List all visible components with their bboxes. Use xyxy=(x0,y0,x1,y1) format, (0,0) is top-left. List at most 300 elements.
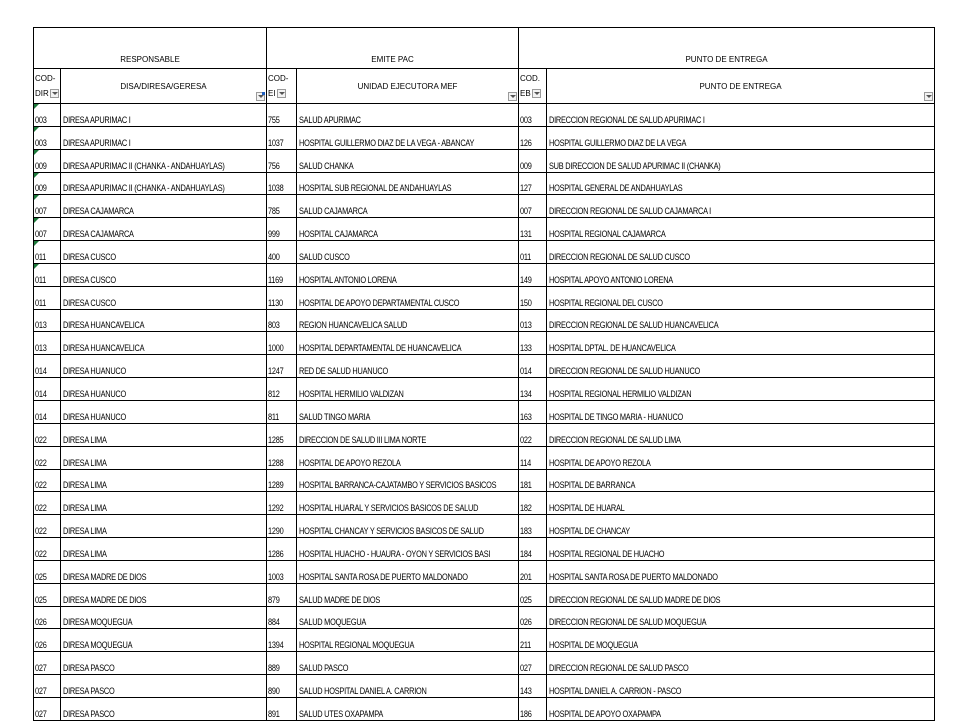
cell-punto[interactable] xyxy=(547,606,935,629)
cell-text: DIRESA LIMA xyxy=(63,526,107,537)
cell-cod-eb[interactable] xyxy=(519,263,547,286)
cell-punto[interactable] xyxy=(547,286,935,309)
cell-unidad[interactable] xyxy=(297,263,519,286)
cell-text: HOSPITAL DE APOYO REZOLA xyxy=(549,457,651,468)
cell-cod-eb[interactable] xyxy=(519,286,547,309)
cell-punto[interactable] xyxy=(547,560,935,583)
cell-unidad[interactable] xyxy=(297,218,519,241)
cell-disa[interactable] xyxy=(61,263,267,286)
cell-cod-eb[interactable] xyxy=(519,104,547,127)
col-disa-label: DISA/DIRESA/GERESA xyxy=(120,81,207,91)
cell-cod-ei[interactable] xyxy=(267,263,297,286)
cell-text: DIRESA APURIMAC I xyxy=(63,114,131,125)
cell-disa[interactable] xyxy=(61,538,267,561)
cell-text: 003 xyxy=(35,114,47,125)
cell-cod-eb[interactable] xyxy=(519,309,547,332)
cell-punto[interactable] xyxy=(547,583,935,606)
cell-cod-ei[interactable] xyxy=(267,104,297,127)
cell-cod-eb[interactable] xyxy=(519,469,547,492)
cell-text: 1288 xyxy=(268,457,284,468)
table-row xyxy=(34,332,935,355)
cell-cod-dir[interactable] xyxy=(34,583,61,606)
cell-text: 025 xyxy=(35,571,47,582)
cell-text: 003 xyxy=(520,114,532,125)
cell-punto[interactable] xyxy=(547,515,935,538)
table-row xyxy=(34,538,935,561)
cell-cod-ei[interactable] xyxy=(267,218,297,241)
table-row xyxy=(34,263,935,286)
cell-text: HOSPITAL DPTAL. DE HUANCAVELICA xyxy=(549,343,676,354)
cell-cod-ei[interactable] xyxy=(267,286,297,309)
cell-text: 022 xyxy=(35,480,47,491)
filter-dropdown-icon[interactable] xyxy=(50,89,59,98)
cell-cod-ei[interactable] xyxy=(267,400,297,423)
cell-cod-eb[interactable] xyxy=(519,218,547,241)
col-cod-ei-line2: EI xyxy=(268,89,276,98)
cell-unidad[interactable] xyxy=(297,446,519,469)
cell-text: DIRESA HUANCAVELICA xyxy=(63,343,145,354)
cell-disa[interactable] xyxy=(61,469,267,492)
table-row xyxy=(34,104,935,127)
col-cod-ei xyxy=(267,69,297,104)
cell-text: 811 xyxy=(268,411,280,422)
cell-cod-ei[interactable] xyxy=(267,538,297,561)
cell-cod-eb[interactable] xyxy=(519,675,547,698)
cell-text: DIRESA CAJAMARCA xyxy=(63,229,134,240)
cell-unidad[interactable] xyxy=(297,560,519,583)
cell-punto[interactable] xyxy=(547,218,935,241)
cell-text: HOSPITAL HERMILIO VALDIZAN xyxy=(299,388,404,399)
cell-comment-indicator-icon xyxy=(34,173,39,178)
column-header-row xyxy=(34,69,935,104)
cell-text: 127 xyxy=(520,183,532,194)
cell-text: HOSPITAL SUB REGIONAL DE ANDAHUAYLAS xyxy=(299,183,452,194)
filter-active-icon[interactable] xyxy=(256,92,265,101)
cell-disa[interactable] xyxy=(61,195,267,218)
cell-text: HOSPITAL DE TINGO MARIA - HUANUCO xyxy=(549,411,684,422)
cell-cod-eb[interactable] xyxy=(519,400,547,423)
cell-punto[interactable] xyxy=(547,104,935,127)
table-row xyxy=(34,241,935,264)
cell-text: 889 xyxy=(268,663,280,674)
cell-cod-dir[interactable] xyxy=(34,560,61,583)
cell-cod-eb[interactable] xyxy=(519,606,547,629)
cell-text: DIRESA PASCO xyxy=(63,685,115,696)
table-row xyxy=(34,697,935,720)
table-row xyxy=(34,195,935,218)
cell-text: DIRECCION REGIONAL DE SALUD CUSCO xyxy=(549,251,690,262)
cell-disa[interactable] xyxy=(61,652,267,675)
col-cod-ei-line1: COD- xyxy=(268,74,289,83)
cell-text: 163 xyxy=(520,411,532,422)
cell-disa[interactable] xyxy=(61,560,267,583)
cell-cod-dir[interactable] xyxy=(34,423,61,446)
cell-text: DIRESA LIMA xyxy=(63,548,107,559)
cell-disa[interactable] xyxy=(61,241,267,264)
cell-unidad[interactable] xyxy=(297,629,519,652)
cell-text: DIRESA MOQUEGUA xyxy=(63,617,133,628)
cell-text: DIRESA MADRE DE DIOS xyxy=(63,594,147,605)
cell-cod-eb[interactable] xyxy=(519,583,547,606)
cell-text: 1130 xyxy=(268,297,283,308)
cell-cod-eb[interactable] xyxy=(519,126,547,149)
cell-text: 003 xyxy=(35,137,47,148)
cell-cod-eb[interactable] xyxy=(519,332,547,355)
cell-cod-dir[interactable] xyxy=(34,469,61,492)
cell-cod-eb[interactable] xyxy=(519,538,547,561)
filter-dropdown-icon[interactable] xyxy=(508,92,517,101)
cell-cod-dir[interactable] xyxy=(34,286,61,309)
cell-cod-dir[interactable] xyxy=(34,172,61,195)
cell-disa[interactable] xyxy=(61,697,267,720)
cell-disa[interactable] xyxy=(61,172,267,195)
cell-unidad[interactable] xyxy=(297,400,519,423)
cell-text: DIRESA APURIMAC I xyxy=(63,137,131,148)
cell-text: 181 xyxy=(520,480,532,491)
cell-cod-dir[interactable] xyxy=(34,263,61,286)
cell-disa[interactable] xyxy=(61,606,267,629)
cell-text: 1289 xyxy=(268,480,284,491)
cell-cod-eb[interactable] xyxy=(519,423,547,446)
group-header-row xyxy=(34,28,935,69)
cell-disa[interactable] xyxy=(61,309,267,332)
cell-disa[interactable] xyxy=(61,355,267,378)
cell-text: HOSPITAL DE CHANCAY xyxy=(549,526,630,537)
cell-cod-ei[interactable] xyxy=(267,355,297,378)
cell-unidad[interactable] xyxy=(297,126,519,149)
cell-unidad[interactable] xyxy=(297,355,519,378)
cell-unidad[interactable] xyxy=(297,286,519,309)
table-row xyxy=(34,652,935,675)
cell-cod-dir[interactable] xyxy=(34,606,61,629)
cell-text: HOSPITAL APOYO ANTONIO LORENA xyxy=(549,274,673,285)
cell-cod-ei[interactable] xyxy=(267,697,297,720)
cell-disa[interactable] xyxy=(61,104,267,127)
cell-cod-eb[interactable] xyxy=(519,195,547,218)
cell-text: 812 xyxy=(268,388,280,399)
cell-text: HOSPITAL BARRANCA-CAJATAMBO Y SERVICIOS BASICOS xyxy=(299,480,497,491)
cell-text: HOSPITAL CHANCAY Y SERVICIOS BASICOS DE SALUD xyxy=(299,526,484,537)
cell-text: 134 xyxy=(520,388,532,399)
cell-unidad[interactable] xyxy=(297,538,519,561)
cell-cod-dir[interactable] xyxy=(34,675,61,698)
table-row xyxy=(34,629,935,652)
cell-disa[interactable] xyxy=(61,492,267,515)
cell-text: HOSPITAL DE MOQUEGUA xyxy=(549,640,639,651)
cell-cod-dir[interactable] xyxy=(34,126,61,149)
cell-text: 022 xyxy=(35,434,47,445)
cell-unidad[interactable] xyxy=(297,195,519,218)
cell-cod-eb[interactable] xyxy=(519,446,547,469)
cell-unidad[interactable] xyxy=(297,378,519,401)
cell-text: 755 xyxy=(268,114,280,125)
cell-unidad[interactable] xyxy=(297,606,519,629)
cell-cod-ei[interactable] xyxy=(267,378,297,401)
filter-dropdown-icon[interactable] xyxy=(924,92,933,101)
cell-unidad[interactable] xyxy=(297,332,519,355)
cell-comment-indicator-icon xyxy=(34,241,39,246)
cell-disa[interactable] xyxy=(61,583,267,606)
cell-disa[interactable] xyxy=(61,515,267,538)
cell-text: 007 xyxy=(520,206,532,217)
cell-cod-dir[interactable] xyxy=(34,332,61,355)
cell-text: 890 xyxy=(268,685,280,696)
cell-text: DIRESA PASCO xyxy=(63,708,115,719)
cell-cod-dir[interactable] xyxy=(34,149,61,172)
cell-cod-ei[interactable] xyxy=(267,309,297,332)
cell-cod-dir[interactable] xyxy=(34,515,61,538)
cell-punto[interactable] xyxy=(547,309,935,332)
cell-cod-dir[interactable] xyxy=(34,492,61,515)
cell-disa[interactable] xyxy=(61,378,267,401)
table-body xyxy=(34,104,935,721)
cell-cod-ei[interactable] xyxy=(267,469,297,492)
cell-cod-ei[interactable] xyxy=(267,560,297,583)
cell-cod-dir[interactable] xyxy=(34,241,61,264)
cell-punto[interactable] xyxy=(547,355,935,378)
table-row xyxy=(34,492,935,515)
cell-text: 027 xyxy=(35,708,47,719)
cell-text: 133 xyxy=(520,343,532,354)
table-row xyxy=(34,423,935,446)
cell-text: 022 xyxy=(520,434,532,445)
cell-text: HOSPITAL REGIONAL DEL CUSCO xyxy=(549,297,663,308)
cell-cod-ei[interactable] xyxy=(267,172,297,195)
col-punto-label: PUNTO DE ENTREGA xyxy=(699,81,782,91)
cell-disa[interactable] xyxy=(61,149,267,172)
cell-cod-eb[interactable] xyxy=(519,172,547,195)
cell-text: HOSPITAL DEPARTAMENTAL DE HUANCAVELICA xyxy=(299,343,462,354)
cell-cod-dir[interactable] xyxy=(34,652,61,675)
table-row xyxy=(34,583,935,606)
cell-disa[interactable] xyxy=(61,423,267,446)
cell-text: RED DE SALUD HUANUCO xyxy=(299,366,389,377)
cell-cod-ei[interactable] xyxy=(267,241,297,264)
cell-disa[interactable] xyxy=(61,400,267,423)
cell-punto[interactable] xyxy=(547,126,935,149)
cell-cod-dir[interactable] xyxy=(34,218,61,241)
cell-cod-ei[interactable] xyxy=(267,126,297,149)
cell-text: DIRESA APURIMAC II (CHANKA - ANDAHUAYLAS) xyxy=(63,160,225,171)
group-punto-entrega: PUNTO DE ENTREGA xyxy=(519,28,935,69)
cell-text: 011 xyxy=(35,251,47,262)
cell-text: 186 xyxy=(520,708,532,719)
cell-cod-eb[interactable] xyxy=(519,515,547,538)
cell-disa[interactable] xyxy=(61,332,267,355)
cell-text: 1038 xyxy=(268,183,284,194)
cell-punto[interactable] xyxy=(547,263,935,286)
cell-cod-dir[interactable] xyxy=(34,697,61,720)
cell-text: 027 xyxy=(35,685,47,696)
cell-unidad[interactable] xyxy=(297,675,519,698)
cell-cod-dir[interactable] xyxy=(34,400,61,423)
cell-text: 027 xyxy=(35,663,47,674)
cell-text: HOSPITAL REGIONAL MOQUEGUA xyxy=(299,640,415,651)
cell-cod-ei[interactable] xyxy=(267,583,297,606)
cell-punto[interactable] xyxy=(547,241,935,264)
cell-unidad[interactable] xyxy=(297,469,519,492)
cell-punto[interactable] xyxy=(547,652,935,675)
cell-text: DIRECCION REGIONAL DE SALUD MADRE DE DIOS xyxy=(549,594,721,605)
cell-text: 182 xyxy=(520,503,532,514)
cell-text: 879 xyxy=(268,594,280,605)
cell-text: 400 xyxy=(268,251,280,262)
cell-text: REGION HUANCAVELICA SALUD xyxy=(299,320,408,331)
cell-text: DIRESA CUSCO xyxy=(63,251,116,262)
cell-punto[interactable] xyxy=(547,195,935,218)
cell-cod-dir[interactable] xyxy=(34,355,61,378)
table-row xyxy=(34,606,935,629)
cell-disa[interactable] xyxy=(61,629,267,652)
cell-text: DIRESA CAJAMARCA xyxy=(63,206,134,217)
cell-punto[interactable] xyxy=(547,469,935,492)
cell-comment-indicator-icon xyxy=(34,264,39,269)
cell-text: 183 xyxy=(520,526,532,537)
cell-text: HOSPITAL DANIEL A. CARRION - PASCO xyxy=(549,685,682,696)
cell-cod-ei[interactable] xyxy=(267,332,297,355)
cell-cod-dir[interactable] xyxy=(34,309,61,332)
cell-cod-dir[interactable] xyxy=(34,195,61,218)
group-emite-pac: EMITE PAC xyxy=(267,28,519,69)
cell-cod-ei[interactable] xyxy=(267,446,297,469)
table-row xyxy=(34,286,935,309)
filter-dropdown-icon[interactable] xyxy=(277,89,286,98)
cell-text: DIRECCION REGIONAL DE SALUD HUANCAVELICA xyxy=(549,320,719,331)
cell-disa[interactable] xyxy=(61,286,267,309)
cell-unidad[interactable] xyxy=(297,309,519,332)
cell-punto[interactable] xyxy=(547,378,935,401)
cell-unidad[interactable] xyxy=(297,515,519,538)
cell-unidad[interactable] xyxy=(297,697,519,720)
cell-punto[interactable] xyxy=(547,400,935,423)
cell-unidad[interactable] xyxy=(297,492,519,515)
cell-cod-eb[interactable] xyxy=(519,355,547,378)
cell-cod-ei[interactable] xyxy=(267,492,297,515)
cell-unidad[interactable] xyxy=(297,241,519,264)
cell-cod-ei[interactable] xyxy=(267,629,297,652)
filter-dropdown-icon[interactable] xyxy=(532,89,541,98)
cell-text: DIRESA LIMA xyxy=(63,457,107,468)
cell-punto[interactable] xyxy=(547,492,935,515)
cell-text: DIRESA MOQUEGUA xyxy=(63,640,133,651)
cell-punto[interactable] xyxy=(547,538,935,561)
cell-cod-dir[interactable] xyxy=(34,538,61,561)
cell-cod-eb[interactable] xyxy=(519,652,547,675)
cell-unidad[interactable] xyxy=(297,652,519,675)
cell-text: HOSPITAL SANTA ROSA DE PUERTO MALDONADO xyxy=(549,571,718,582)
cell-cod-eb[interactable] xyxy=(519,697,547,720)
cell-text: DIRESA LIMA xyxy=(63,434,107,445)
table-row xyxy=(34,469,935,492)
cell-cod-eb[interactable] xyxy=(519,149,547,172)
cell-unidad[interactable] xyxy=(297,104,519,127)
cell-text: SALUD CHANKA xyxy=(299,160,354,171)
cell-text: 014 xyxy=(35,388,47,399)
cell-text: HOSPITAL REGIONAL HERMILIO VALDIZAN xyxy=(549,388,692,399)
cell-cod-eb[interactable] xyxy=(519,629,547,652)
cell-text: DIRECCION REGIONAL DE SALUD HUANUCO xyxy=(549,366,701,377)
group-responsable: RESPONSABLE xyxy=(34,28,267,69)
cell-cod-dir[interactable] xyxy=(34,104,61,127)
cell-punto[interactable] xyxy=(547,172,935,195)
cell-text: SALUD APURIMAC xyxy=(299,114,361,125)
cell-cod-ei[interactable] xyxy=(267,606,297,629)
cell-disa[interactable] xyxy=(61,126,267,149)
cell-text: DIRESA CUSCO xyxy=(63,274,116,285)
cell-cod-ei[interactable] xyxy=(267,423,297,446)
cell-text: 011 xyxy=(520,251,532,262)
cell-text: 009 xyxy=(35,183,47,194)
cell-text: 007 xyxy=(35,229,47,240)
cell-cod-dir[interactable] xyxy=(34,629,61,652)
table-row xyxy=(34,355,935,378)
cell-punto[interactable] xyxy=(547,697,935,720)
cell-punto[interactable] xyxy=(547,446,935,469)
cell-punto[interactable] xyxy=(547,332,935,355)
col-cod-eb-line1: COD. xyxy=(520,74,541,83)
cell-disa[interactable] xyxy=(61,446,267,469)
cell-unidad[interactable] xyxy=(297,423,519,446)
cell-disa[interactable] xyxy=(61,675,267,698)
cell-text: 027 xyxy=(520,663,532,674)
col-cod-dir-line1: COD- xyxy=(35,74,56,83)
cell-cod-ei[interactable] xyxy=(267,652,297,675)
cell-text: DIRECCION REGIONAL DE SALUD LIMA xyxy=(549,434,681,445)
col-disa xyxy=(61,69,267,104)
col-punto xyxy=(547,69,935,104)
cell-unidad[interactable] xyxy=(297,149,519,172)
table-row xyxy=(34,309,935,332)
cell-punto[interactable] xyxy=(547,675,935,698)
cell-text: HOSPITAL SANTA ROSA DE PUERTO MALDONADO xyxy=(299,571,468,582)
cell-cod-ei[interactable] xyxy=(267,149,297,172)
table-row xyxy=(34,378,935,401)
cell-punto[interactable] xyxy=(547,423,935,446)
cell-unidad[interactable] xyxy=(297,583,519,606)
cell-text: 022 xyxy=(35,526,47,537)
cell-comment-indicator-icon xyxy=(34,218,39,223)
cell-punto[interactable] xyxy=(547,149,935,172)
cell-text: 1003 xyxy=(268,571,284,582)
cell-comment-indicator-icon xyxy=(34,195,39,200)
cell-text: 1394 xyxy=(268,640,284,651)
cell-unidad[interactable] xyxy=(297,172,519,195)
cell-cod-dir[interactable] xyxy=(34,446,61,469)
cell-text: DIRECCION REGIONAL DE SALUD MOQUEGUA xyxy=(549,617,707,628)
cell-cod-eb[interactable] xyxy=(519,378,547,401)
cell-text: DIRECCION DE SALUD III LIMA NORTE xyxy=(299,434,427,445)
cell-text: 1290 xyxy=(268,526,284,537)
cell-text: DIRECCION REGIONAL DE SALUD CAJAMARCA I xyxy=(549,206,711,217)
cell-cod-eb[interactable] xyxy=(519,241,547,264)
col-cod-dir-line2: DIR xyxy=(35,89,49,98)
cell-cod-dir[interactable] xyxy=(34,378,61,401)
cell-cod-ei[interactable] xyxy=(267,515,297,538)
cell-cod-ei[interactable] xyxy=(267,675,297,698)
cell-disa[interactable] xyxy=(61,218,267,241)
cell-cod-ei[interactable] xyxy=(267,195,297,218)
cell-text: 014 xyxy=(35,411,47,422)
cell-cod-eb[interactable] xyxy=(519,560,547,583)
cell-text: 014 xyxy=(520,366,532,377)
cell-text: 1000 xyxy=(268,343,284,354)
cell-cod-eb[interactable] xyxy=(519,492,547,515)
table-row xyxy=(34,560,935,583)
cell-text: 013 xyxy=(520,320,532,331)
cell-text: 114 xyxy=(520,457,532,468)
cell-text: SUB DIRECCION DE SALUD APURIMAC II (CHANKA) xyxy=(549,160,721,171)
cell-punto[interactable] xyxy=(547,629,935,652)
